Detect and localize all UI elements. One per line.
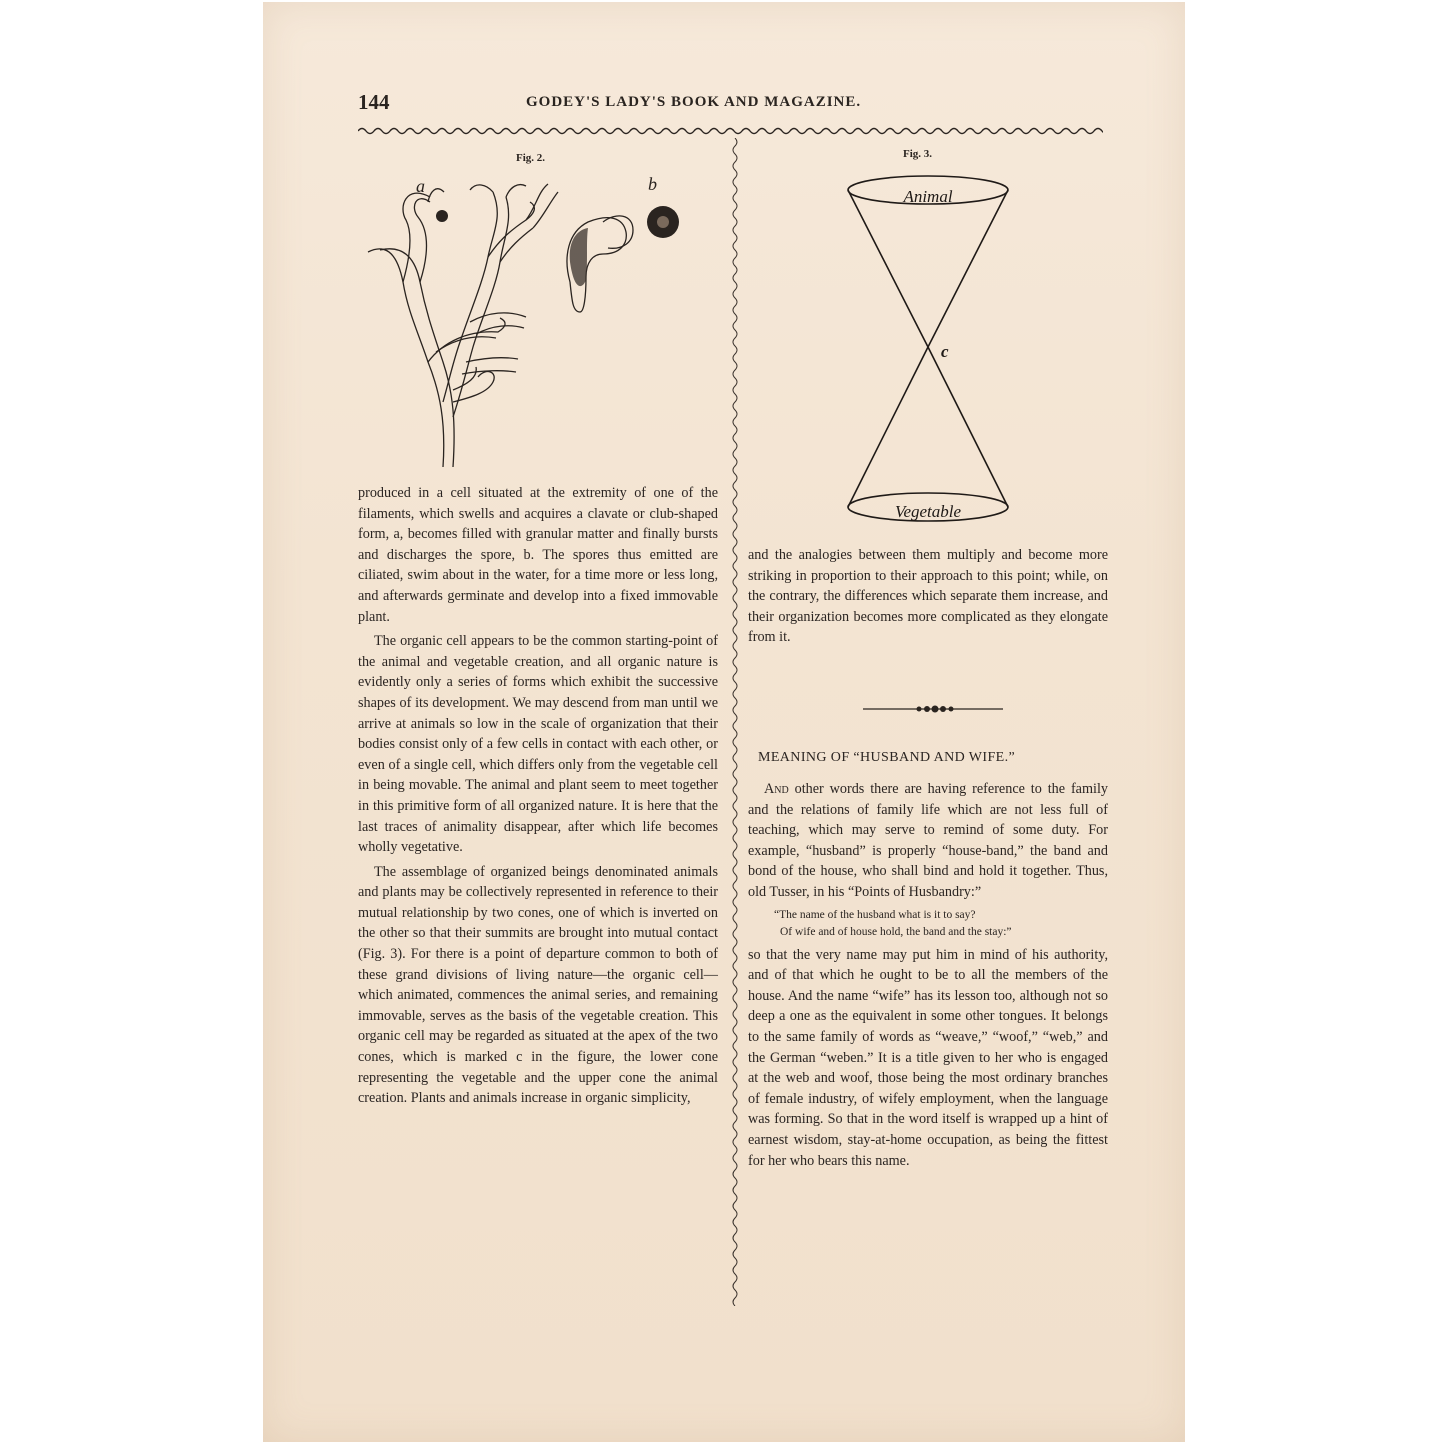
right-paragraph-1: and the analogies between them multiply and become more striking in proportion to their approach to this point; while, on the contrary, the differences which separate them increase, and their organization becomes more complicated as they elongate from it. (748, 547, 1108, 646)
header-wavy-rule (358, 126, 1103, 136)
section-divider-ornament (863, 702, 1003, 716)
fig3-animal-label: Animal (903, 187, 953, 206)
left-paragraph-1: produced in a cell situated at the extremity of one of the filaments, which swells and acquires a clavate or club-shaped form, a, becomes filled with granular matter and finally bursts and discharges the spore, b. The spores thus emitted are ciliated, swim about in the water, for a time more or less long, and afterwards germinate and develop into a fixed immovable plant. (358, 485, 718, 625)
right-column-text-top (748, 545, 1108, 648)
column-divider (729, 138, 741, 1306)
drop-word: And (764, 781, 789, 797)
fig3-caption: Fig. 3. (903, 148, 933, 160)
fig2-filament-illustration (358, 162, 728, 482)
page-number: 144 (358, 90, 390, 114)
magazine-page (263, 2, 1185, 1442)
fig2-label-a: a (416, 176, 425, 196)
fig3-vegetable-label: Vegetable (894, 502, 962, 521)
magazine-title: GODEY'S LADY'S BOOK AND MAGAZINE. (526, 94, 862, 110)
left-paragraph-2: The organic cell appears to be the common starting-point of the animal and vegetable creation, and all organic nature is evidently only a series of forms which exhibit the successive shapes of its development. We may descend from man until we arrive at animals so low in the scale of organization that their bodies consist only of a few cells in contact with each other, or even of a single cell, which differs only from the vegetable cell in being movable. The animal and plant seem to meet together in this primitive form of all organized nature. It is here that the last traces of animality disappear, after which life becomes wholly vegetative. (358, 633, 718, 856)
right-paragraph-3: so that the very name may put him in mind of his authority, and of that which he ought to be to all the members of the house. And the name “wife” has its lesson too, although not so deep a one as the equivalent in some other tongues. It belongs to the same family of words as “weave,” “woof,” “web,” and the German “weben.” It is a title given to her who is engaged at the web and woof, those being the most ordinary branches of female industry, of wifely employment, when the language was forming. So that in the word itself is wrapped up a hint of earnest wisdom, stay-at-home occupation, as being the fittest for her who bears this name. (748, 946, 1108, 1169)
quote-line-1: “The name of the husband what is it to say? (774, 908, 976, 921)
fig2-caption: Fig. 2. (516, 152, 546, 164)
fig2-label-b: b (648, 174, 657, 194)
right-paragraph-2: other words there are having reference to the family and the relations of family life which are not less full of teaching, which may serve to remind of some duty. For example, “husband” is properly “house-band,” the band and bond of the house, who shall bind and hold it together. Thus, old Tusser, in his “Points of Husbandry:” (748, 781, 1108, 900)
right-column-text-bottom (748, 775, 1108, 1171)
fig3-apex-label: c (941, 342, 949, 361)
article-heading: MEANING OF “HUSBAND AND WIFE.” (758, 750, 1016, 765)
fig3-cones-diagram (838, 172, 1018, 532)
left-paragraph-3: The assemblage of organized beings denominated animals and plants may be collectively represented in reference to their mutual relationship by two cones, one of which is inverted on the other so that their summits are brought into mutual contact (Fig. 3). For there is a point of departure common to both of these grand divisions of living nature—the organic cell—which animated, commences the animal series, and remaining immovable, serves as the basis of the vegetable creation. This organic cell may be regarded as situated at the apex of the two cones, which is marked c in the figure, the lower cone representing the vegetable and the upper cone the animal creation. Plants and animals increase in organic simplicity, (358, 863, 718, 1107)
left-column-text (358, 483, 718, 1109)
page-header (358, 90, 1108, 120)
tusser-quote (774, 907, 1108, 941)
quote-line-2: Of wife and of house hold, the band and the stay:” (780, 925, 1012, 938)
